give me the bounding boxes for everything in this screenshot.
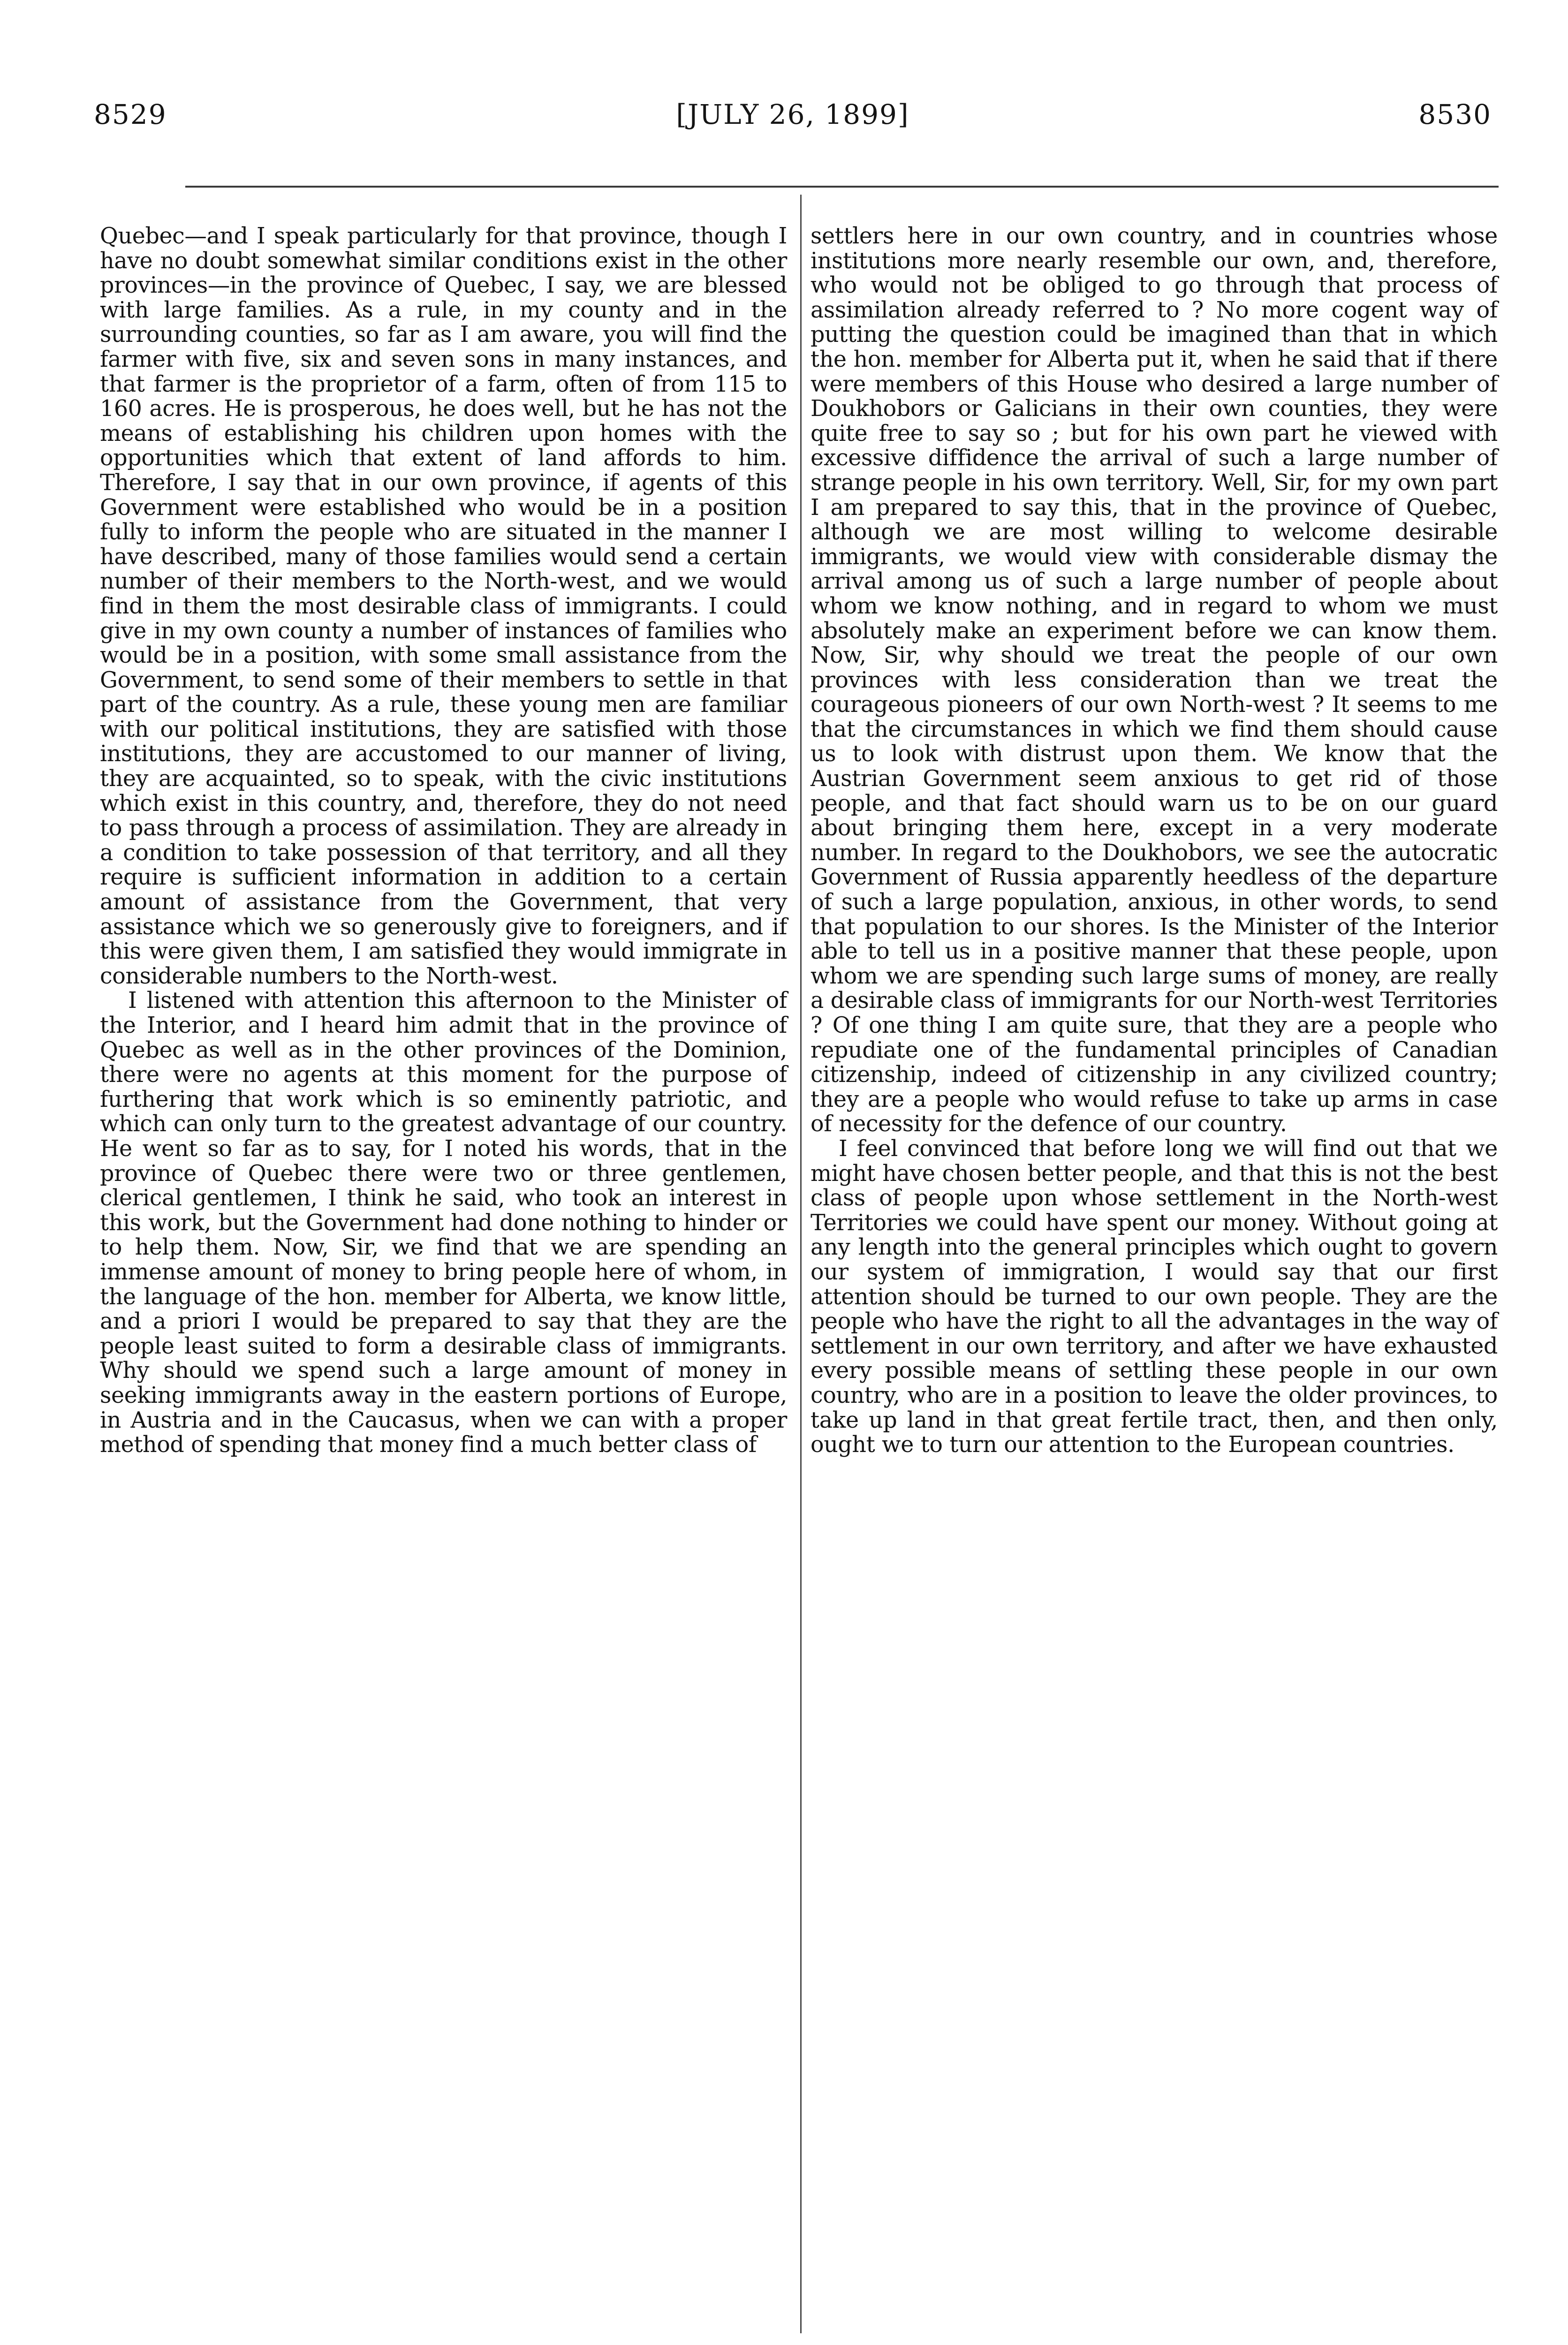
- left-paragraph-2: I listened with attention this afternoon to the Minister of the Interior, and I heard him admit that in the province of Quebec as well as in the other provinces of the Dominion, there were no agents at this moment for the purpose of furthering that work which is so eminently patriotic, and which can only turn to the greatest advantage of our country. He went so far as to say, for I noted his words, that in the province of Quebec there were two or three gentlemen, clerical gentlemen, I think he said, who took an interest in this work, but the Government had done nothing to hinder or to help them. Now, Sir, we find that we are spending an immense amount of money to bring people here of whom, in the language of the hon. member for Alberta, we know little, and a priori I would be prepared to say that they are the people least suited to form a desirable class of immigrants. Why should we spend such a large amount of money in seeking immigrants away in the eastern portions of Europe, in Austria and in the Caucasus, when we can with a proper method of spending that money find a much better class of: [100, 988, 787, 1458]
- page-header: [94, 98, 1492, 141]
- right-column: [811, 224, 1498, 1458]
- right-paragraph-1: settlers here in our own country, and in countries whose institutions more nearly resemble our own, and, therefore, who would not be obliged to go through that process of assimilation already referred to ? No more cogent way of putting the question could be imagined than that in which the hon. member for Alberta put it, when he said that if there were members of this House who desired a large number of Doukhobors or Galicians in their own counties, they were quite free to say so ; but for his own part he viewed with excessive diffidence the arrival of such a large number of strange people in his own territory. Well, Sir, for my own part I am prepared to say this, that in the province of Quebec, although we are most willing to welcome desirable immigrants, we would view with considerable dismay the arrival among us of such a large number of people about whom we know nothing, and in regard to whom we must absolutely make an experiment before we can know them. Now, Sir, why should we treat the people of our own provinces with less consideration than we treat the courageous pioneers of our own North-west ? It seems to me that the circumstances in which we find them should cause us to look with distrust upon them. We know that the Austrian Government seem anxious to get rid of those people, and that fact should warn us to be on our guard about bringing them here, except in a very moderate number. In regard to the Doukhobors, we see the autocratic Government of Russia apparently heedless of the departure of such a large population, anxious, in other words, to send that population to our shores. Is the Minister of the Interior able to tell us in a positive manner that these people, upon whom we are spending such large sums of money, are really a desirable class of immigrants for our North-west Territories ? Of one thing I am quite sure, that they are a people who repudiate one of the fundamental principles of Canadian citizenship, indeed of citizenship in any civilized country; they are a people who would refuse to take up arms in case of necessity for the defence of our country.: [811, 223, 1498, 1137]
- left-column: [100, 224, 787, 1458]
- left-page-number: 8529: [94, 98, 167, 130]
- header-rule: [185, 186, 1499, 188]
- left-paragraph-1: Quebec—and I speak particularly for that province, though I have no doubt somewhat similar conditions exist in the other provinces—in the province of Quebec, I say, we are blessed with large families. As a rule, in my county and in the surrounding counties, so far as I am aware, you will find the farmer with five, six and seven sons in many instances, and that farmer is the proprietor of a farm, often of from 115 to 160 acres. He is prosperous, he does well, but he has not the means of establishing his children upon homes with the opportunities which that extent of land affords to him. Therefore, I say that in our own province, if agents of this Government were established who would be in a position fully to inform the people who are situated in the manner I have described, many of those families would send a certain number of their members to the North-west, and we would find in them the most desirable class of immigrants. I could give in my own county a number of instances of families who would be in a position, with some small assistance from the Government, to send some of their members to settle in that part of the country. As a rule, these young men are familiar with our political institutions, they are satisfied with those institutions, they are accustomed to our manner of living, they are acquainted, so to speak, with the civic institutions which exist in this country, and, therefore, they do not need to pass through a process of assimilation. They are already in a condition to take possession of that territory, and all they require is sufficient information in addition to a certain amount of assistance from the Government, that very assistance which we so generously give to foreigners, and if this were given them, I am satisfied they would immigrate in considerable numbers to the North-west.: [100, 223, 787, 989]
- right-page-number: 8530: [1418, 98, 1492, 130]
- column-divider: [800, 195, 802, 2333]
- right-paragraph-2: I feel convinced that before long we will find out that we might have chosen better people, and that this is not the best class of people upon whose settlement in the North-west Territories we could have spent our money. Without going at any length into the general principles which ought to govern our system of immigration, I would say that our first attention should be turned to our own people. They are the people who have the right to all the advantages in the way of settlement in our own territory, and after we have exhausted every possible means of settling these people in our own country, who are in a position to leave the older provinces, to take up land in that great fertile tract, then, and then only, ought we to turn our attention to the European countries.: [811, 1135, 1498, 1458]
- header-date: [JULY 26, 1899]: [676, 98, 909, 130]
